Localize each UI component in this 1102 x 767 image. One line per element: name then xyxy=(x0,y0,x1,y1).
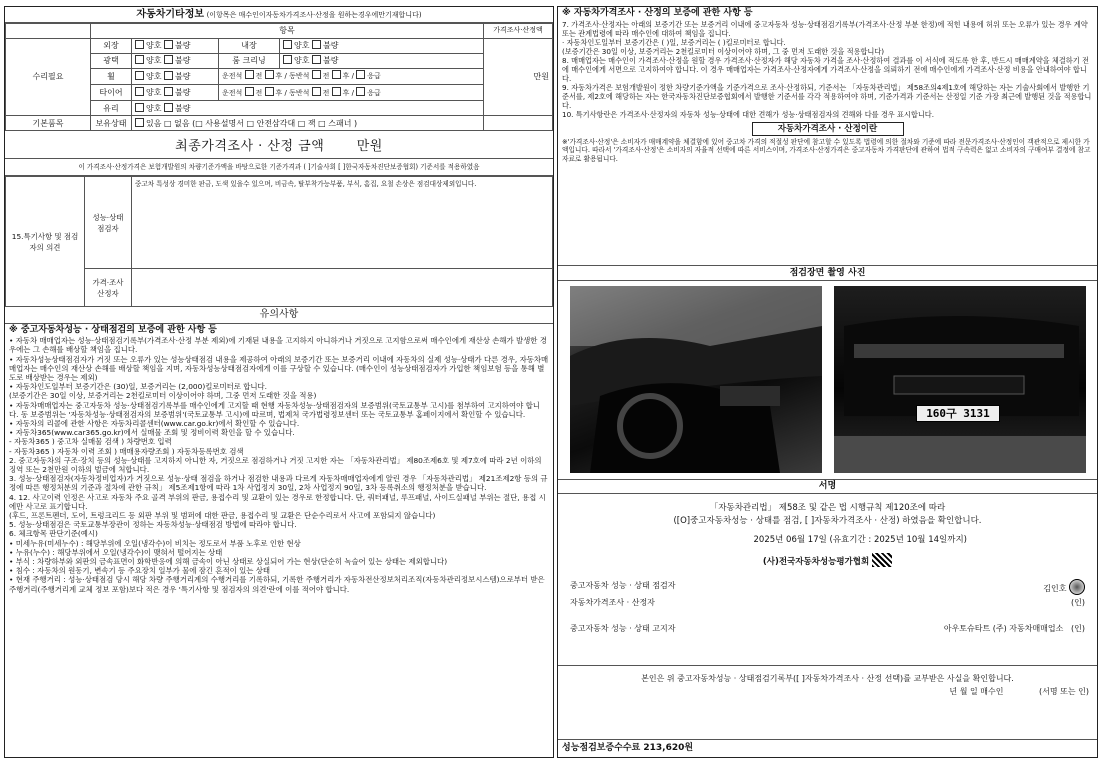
checkbox[interactable] xyxy=(135,55,144,64)
receipt-line: 본인은 위 중고자동차성능 · 상태점검기록부([ ]자동차가격조사 · 산정 선택)를 교부받은 사실을 확인합니다. xyxy=(641,674,1014,683)
other-info-table: 항목 가격조사·산정액 수리필요 외장 양호 불량 내장 양호 불량 만원 광택 양호 불량 룸 크리닝 양호 불량 휠 양호 불량 운전석 전 후 / 동반석 전 후 / 응급 타이어 양호 불량 운전석 전 후 / 동반석 전 후 / 응급 유리 양호 불량 기본품목 보유상태 있음 □ 없음 (□ 사용설명서 □ 안전삼각대 □ 잭 □ 스패너 ) xyxy=(5,23,553,131)
passenger-label: 동반석 xyxy=(289,88,310,97)
perf-checker-label: 성능·상태 점검자 xyxy=(85,177,132,269)
row-tire: 타이어 xyxy=(91,84,132,100)
col-item-header: 항목 xyxy=(91,24,484,39)
row-gloss: 광택 xyxy=(91,53,132,68)
row-interior: 내장 xyxy=(219,38,280,53)
col-price-header: 가격조사·산정액 xyxy=(484,24,553,39)
notifier-name: 아우토슈타트 (주) 자동차매매업소 xyxy=(943,624,1064,633)
note-item: • 자동차성능상태점검자가 거짓 또는 오류가 있는 성능상태점검 내용을 제공하여 아래의 보증기간 또는 보증거리 이내에 자동차의 실제 성능·상태가 다른 경우, 자동차매매업자는 매수인의 재산상 손해를 배상할 책임을 지며, 자동차성능상태점검자에게 이를 구상할 수 있습니다. (매수인이 성능상태점검자가 가입한 책임보험 등을 통해 별도로 배상받는 경우는 제외) xyxy=(9,354,549,383)
row-exterior: 외장 xyxy=(91,38,132,53)
checkbox[interactable] xyxy=(135,71,144,80)
note-item: • 침수 : 자동차의 원동기, 변속기 등 주요장치 일부가 물에 잠긴 흔적이 있는 상태 xyxy=(9,566,271,576)
note-item: • 자동차365(www.car365.go.kr)에서 실매물 조회 및 정비이력 확인을 할 수 있습니다. xyxy=(9,428,295,438)
price-note-item: · 자동차인도일부터 보증기간은 ( )일, 보증거리는 ( )킬로미터로 합니다. xyxy=(562,38,786,47)
checkbox[interactable] xyxy=(356,87,365,96)
final-price-unit: 만원 xyxy=(356,139,383,154)
checkbox[interactable] xyxy=(312,87,321,96)
emergency-label: 응급 xyxy=(367,88,381,97)
seal-label: (인) xyxy=(1071,624,1085,633)
front-label: 전 xyxy=(322,72,330,81)
exterior-photo-image xyxy=(834,286,1086,473)
interior-photo xyxy=(570,286,822,473)
perf-note: 중고차 특성상 경미한 판금, 도색 있을수 있으며, 비금속, 탈부착가능부품, 부식, 흠집, 요철 손상은 점검대상제외입니다. xyxy=(132,177,553,269)
seal-icon xyxy=(1069,579,1085,595)
checkbox[interactable] xyxy=(164,71,173,80)
note-item: • 현재 주행거리 : 성능·상태점검 당시 해당 차량 주행거리계의 수행거리를 기록하되, 기록한 주행거리가 자동차전산정보처리조직(자동차관리정보시스템)으로부터 받은 주행거리(주행거리계 교체 정보 포함)보다 적은 경우 '특기사항 및 점검자의 의견'란에 이를 적어야 합니다. xyxy=(9,575,545,594)
checkbox[interactable] xyxy=(265,87,274,96)
price-note-item: (보증기간은 30일 이상, 보증거리는 2천킬로미터 이상이어야 하며, 그 중 먼저 도래한 것을 적용합니다) xyxy=(562,47,885,56)
date-line: 2025년 06월 17일 (유효기간 : 2025년 10월 14일까지) xyxy=(753,535,967,545)
row-glass: 유리 xyxy=(91,101,132,116)
good-label: 양호 xyxy=(146,88,162,98)
owned-text: 있음 □ 없음 (□ 사용설명서 □ 안전삼각대 □ 잭 □ 스패너 ) xyxy=(146,118,358,128)
checkbox[interactable] xyxy=(332,87,341,96)
note-item: (보증기간은 30일 이상, 보증거리는 2천킬로미터 이상이어야 하며, 그중 먼저 도래한 것을 적용) xyxy=(9,391,317,401)
notifier-row xyxy=(570,622,1085,636)
row-wheel: 휠 xyxy=(91,68,132,84)
checkbox[interactable] xyxy=(312,55,321,64)
note-item: 5. 성능·상태점검은 국토교통부장관이 정하는 자동차성능·상태점검 방법에 따라야 합니다. xyxy=(9,520,297,530)
note-item: 4. 12. 사고이력 인정은 사고로 자동차 주요 골격 부위의 판금, 용접수리 및 교환이 있는 경우로 한정합니다. 단, 쿼터패널, 루프패널, 사이드실패널 부위는 절단, 용접 시에만 사고로 표기합니다. xyxy=(9,492,546,511)
bad-label: 불량 xyxy=(175,103,191,113)
good-label: 양호 xyxy=(294,56,310,66)
note-item: - 자동차365 ) 자동차 이력 조회 ) 매매용자량조회 ) 자동차등록번호 검색 xyxy=(9,446,244,456)
checkbox[interactable] xyxy=(135,40,144,49)
note-item: 3. 성능·상태점검자(자동차정비업자)가 거짓으로 성능·상태 점검을 하거나 점검한 내용과 다르게 자동차매매업자에게 알린 경우 「자동차관리법」 제21조제2항 등의 규정에 따른 행정처분의 기준과 절차에 관한 규칙」 제5조제1항에 따라 1차 사업정지 30일, 2차 사업정지 90일, 3차 등록취소의 행정처분을 받습니다. xyxy=(9,474,548,493)
good-label: 양호 xyxy=(146,71,162,81)
price-note-item: 10. 특기사항란은 가격조사·산정자의 자동차 성능·상태에 대한 견해가 성능·상태점검자의 견해와 다를 경우 표시합니다. xyxy=(562,110,935,119)
interior-photo-image xyxy=(570,286,822,473)
receipt-date-line xyxy=(566,685,1089,698)
emergency-label: 응급 xyxy=(367,72,381,81)
price-box-title: 자동차가격조사 · 산정이란 xyxy=(752,122,904,136)
note-item: • 부식 : 차량하부와 외판의 금속표면이 화학반응에 의해 금속이 아닌 상태로 상실되어 가는 현상(단순히 녹슬어 있는 상태는 제외합니다) xyxy=(9,557,448,567)
qr-code-icon xyxy=(872,553,892,567)
good-label: 양호 xyxy=(146,56,162,66)
rear-label: 후 xyxy=(275,72,283,81)
license-plate: 160구 3131 xyxy=(916,405,1000,422)
driver-label: 운전석 xyxy=(222,72,243,81)
driver-label: 운전석 xyxy=(222,88,243,97)
bad-label: 불량 xyxy=(175,56,191,66)
notice-title: 유의사항 xyxy=(5,307,553,324)
checkbox[interactable] xyxy=(245,87,254,96)
checkbox[interactable] xyxy=(283,55,292,64)
note-item: (후드, 프론트펜더, 도어, 트렁크리드 등 외판 부위 및 범퍼에 대한 판금, 용접수리 및 교환은 단순수리로서 사고에 포함되지 않습니다) xyxy=(9,511,436,521)
sign-block xyxy=(558,502,1097,569)
signatures xyxy=(570,579,1085,636)
photo-title: 점검장면 촬영 사진 xyxy=(558,265,1097,281)
assoc-line xyxy=(558,553,1097,569)
price-note-item: 7. 가격조사·산정자는 아래의 보증기간 또는 보증거리 이내에 중고자동차 성능·상태점검기록부(가격조사·산정 부분 한정)에 적힌 내용에 허위 또는 오류가 있는 경우 계약 또는 관계법령에 따라 매수인에 대하여 책임을 집니다. xyxy=(562,20,1088,38)
checkbox[interactable] xyxy=(312,40,321,49)
receipt-block xyxy=(558,665,1097,698)
final-price-block xyxy=(5,131,553,159)
price-note: 이 가격조사·산정가격은 보험개발원의 차량기준가액을 바탕으로한 기준가격과 ( ]기술사회 [ ]한국자동차진단보증협회) 기준서를 적용하였음 xyxy=(5,159,553,176)
price-note-item: 8. 매매업자는 매수인이 가격조사·산정을 원할 경우 가격조사·산정자가 해당 자동차 가격을 조사·산정하여 결과를 이 서식에 적도록 한 후, 반드시 매매계약을 체결하기 전에 매수인에게 서면으로 고지하여야 합니다. 이 경우 매매업자는 가격조사·산정자에게 가격조사·산정을 의뢰하기 전에 매수인에게 가격조사·산정 비용을 안내하여야 합니다. xyxy=(562,56,1089,83)
won-label: 만원 xyxy=(484,38,553,115)
price-warranty-title: ※ 자동차가격조사 · 산정의 보증에 관한 사항 등 xyxy=(562,8,753,18)
rear-label: 후 xyxy=(342,88,350,97)
checkbox[interactable] xyxy=(135,87,144,96)
checkbox[interactable] xyxy=(312,70,321,79)
checkbox[interactable] xyxy=(164,87,173,96)
note-item: • 자동차매매업자는 중고자동차 성능·상태점검기록부를 매수인에게 고지할 때 현행 자동차성능·상태점검자의 보증범위(국토교통부 고시)를 첨부하여 고지하여야 합니다. 동 보증범위는 '자동차성능·상태점검자의 보증범위'(국토교통부 고시)에 따르며, 법제처 국가법령정보센터 또는 국토교통부 홈페이지에서 확인할 수 있습니다. xyxy=(9,400,540,419)
note-item: • 자동차 매매업자는 성능·상태점검기록부(가격조사·산정 부분 제외)에 기재된 내용을 고지하지 아니하거나 거짓으로 고지함으로써 매수인에게 재산상 손해가 발생한 경우에는 그 손해를 배상할 책임을 집니다. xyxy=(9,336,547,355)
right-column xyxy=(557,6,1098,758)
checkbox[interactable] xyxy=(135,103,144,112)
checkbox[interactable] xyxy=(265,70,274,79)
bad-label: 불량 xyxy=(175,88,191,98)
left-column xyxy=(4,6,554,758)
rear-label: 후 xyxy=(275,88,283,97)
basic-label: 기본품목 xyxy=(6,116,91,131)
rear-label: 후 xyxy=(342,72,350,81)
notifier-label: 중고자동차 성능 · 상태 고지자 xyxy=(570,624,676,633)
inspector-name: 김인호 xyxy=(1043,584,1067,593)
other-info-subtitle: (이항목은 매수인이자동차가격조사·산정을 원하는경우에만기재합니다) xyxy=(206,11,422,19)
note-item: • 미세누유(미세누수) : 해당부위에 오일(냉각수)이 비치는 정도로서 부품 노후로 인한 현상 xyxy=(9,538,301,548)
checkbox[interactable] xyxy=(245,70,254,79)
price-note-item: 9. 자동차가격은 보험개발원이 정한 차량기준가액을 기준가격으로 조사·산정하되, 기준서는 「자동차관리법」 제58조의4제1호에 해당하는 자는 기술사회에서 발행한 기준서를, 제2호에 해당하는 자는 한국자동차진단보증협회에서 발행한 기준서를 각각 적용하여야 하며, 기준가격과 기준서는 산정일 기준 가장 최근에 발행된 것을 적용합니다. xyxy=(562,83,1092,110)
owned-label: 보유상태 xyxy=(91,116,132,131)
repair-label: 수리필요 xyxy=(6,38,91,115)
price-person-label: 자동차가격조사 · 산정자 xyxy=(570,598,655,607)
checkbox[interactable] xyxy=(135,118,144,127)
note-item: 2. 중고자동차의 구조·장치 등의 성능·상태를 고지하지 아니한 자, 거짓으로 점검하거나 거짓 고지한 자는 「자동차관리법」 제80조제6호 및 제7호에 따라 2년 이하의 징역 또는 2천만원 이하의 벌금에 처합니다. xyxy=(9,455,542,475)
note-item: • 누유(누수) : 해당부위에서 오일(냉각수)이 맺혀서 떨어지는 상태 xyxy=(9,547,223,557)
front-label: 전 xyxy=(255,72,263,81)
other-info-header xyxy=(5,7,553,23)
bad-label: 불량 xyxy=(175,41,191,51)
notes-list xyxy=(5,324,553,596)
checkbox[interactable] xyxy=(356,70,365,79)
exterior-photo xyxy=(834,286,1086,473)
price-box-text: ※'가격조사·산정'은 소비자가 매매계약을 체결함에 있어 중고차 가격의 적절성 판단에 참고할 수 있도록 법령에 의한 절차와 기준에 따라 전문가격조사·산정인이 객관적으로 제시한 가액입니다. 따라서 '가격조사·산정'은 소비자의 자율적 선택에 따른 서비스이며, 가격조사·산정가격은 중고자동차 가격판단에 관하여 법적 구속력은 없고 소비자의 구매여부 결정에 참고자료로 활용됩니다. xyxy=(562,138,1091,163)
front-label: 전 xyxy=(322,88,330,97)
bad-label: 불량 xyxy=(323,41,339,51)
note-item: - 자동차365 ) 중고차 실매물 검색 ) 차량번호 입력 xyxy=(9,437,172,447)
receipt-date: 년 월 일 매수인 xyxy=(949,687,1004,696)
checkbox[interactable] xyxy=(164,40,173,49)
checkbox[interactable] xyxy=(283,40,292,49)
fee-line: 성능점검보증수수료 213,620원 xyxy=(558,739,1097,757)
note-item: 6. 체크항목 판단기준(예시) xyxy=(9,529,98,539)
assoc-name: (사)전국자동차성능평가협회 xyxy=(762,557,870,567)
inspector-row xyxy=(570,579,1085,596)
sign-title: 서명 xyxy=(558,479,1097,494)
row-room-cleaning: 룸 크리닝 xyxy=(219,53,280,68)
good-label: 양호 xyxy=(146,103,162,113)
special-table xyxy=(5,176,553,307)
special-label: 15.특기사항 및 점검자의 의견 xyxy=(6,177,85,307)
good-label: 양호 xyxy=(146,41,162,51)
checkbox[interactable] xyxy=(164,55,173,64)
note-item: • 자동차인도일부터 보증기간은 (30)일, 보증거리는 (2,000)킬로미터로 합니다. xyxy=(9,382,268,392)
checkbox[interactable] xyxy=(164,103,173,112)
note-item: • 자동차의 리콜에 관한 사항은 자동차리콜센터(www.car.go.kr)에서 확인할 수 있습니다. xyxy=(9,419,300,429)
warranty-title: ※ 중고자동차성능 · 상태점검의 보증에 관한 사항 등 xyxy=(9,325,217,335)
price-checker-label: 가격·조사 산정자 xyxy=(85,269,132,307)
price-person-row xyxy=(570,596,1085,610)
bad-label: 불량 xyxy=(323,56,339,66)
final-price-title: 최종가격조사 · 산정 금액 xyxy=(175,139,325,154)
good-label: 양호 xyxy=(294,41,310,51)
price-notes xyxy=(558,7,1097,197)
receipt-sign: (서명 또는 인) xyxy=(1039,687,1089,696)
law-line: 「자동차관리법」 제58조 및 같은 법 시행규칙 제120조에 따라 xyxy=(709,503,946,513)
inspector-label: 중고자동차 성능 · 상태 점검자 xyxy=(570,581,676,590)
checkbox[interactable] xyxy=(332,70,341,79)
passenger-label: 동반석 xyxy=(289,72,310,81)
front-label: 전 xyxy=(255,88,263,97)
other-info-title: 자동차기타정보 xyxy=(136,9,205,20)
seal-label: (인) xyxy=(1071,598,1085,607)
confirm-line: ([O]중고자동차성능 · 상태를 점검, [ ]자동차가격조사 · 산정) 하였음을 확인합니다. xyxy=(673,516,982,526)
bad-label: 불량 xyxy=(175,71,191,81)
